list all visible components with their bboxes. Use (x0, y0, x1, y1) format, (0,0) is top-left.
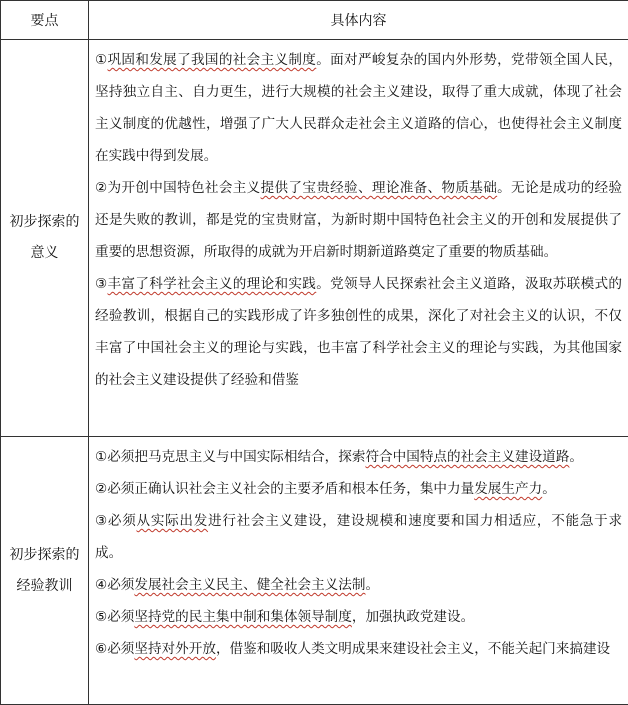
header-key: 要点 (1, 1, 89, 40)
emphasis-text: 发展社会主义民主、健全社会主义法制 (134, 577, 366, 593)
paragraph (95, 505, 622, 569)
paragraph (95, 569, 622, 601)
row-key-line: 意义 (30, 245, 59, 261)
para-number: ③ (95, 276, 108, 292)
row-key-line: 初步探索的 (9, 214, 80, 230)
para-number: ① (95, 52, 108, 68)
table-row (1, 40, 628, 437)
emphasis-text: 丰富了科学社会主义的理论和实践 (107, 276, 317, 292)
para-number: ② (95, 481, 108, 497)
paragraph (95, 473, 622, 505)
row-key (1, 40, 89, 437)
row-content (89, 437, 628, 705)
para-number: ③ (95, 513, 108, 529)
para-number: ① (95, 449, 108, 465)
paragraph (95, 172, 622, 268)
row-key-line: 经验教训 (16, 577, 73, 594)
emphasis-text: 符合中国特点的社会主义建设道路 (365, 449, 570, 465)
emphasis-text: 提供了宝贵经验、理论准备、物质基础 (260, 180, 498, 196)
body-text: 必须 (107, 577, 135, 593)
emphasis-text: 从实际出发 (136, 513, 209, 529)
table-header-row (1, 1, 628, 40)
body-text: 。党领导人民探索社会主义道路，汲取苏联模式的经验教训，根据自己的实践形成了许多独创性的成果，深化了对社会主义的认识，不仅丰富了中国社会主义的理论与实践，也丰富了科学社会主义的理论与实践，为其他国家的社会主义建设提供了经验和借鉴 (95, 276, 623, 388)
body-text: 必须 (107, 609, 135, 625)
header-content: 具体内容 (89, 1, 628, 40)
body-text: 必须 (107, 513, 137, 529)
body-text: ，加强执政党建设。 (351, 609, 475, 625)
paragraph (95, 441, 622, 473)
para-number: ② (95, 180, 108, 196)
body-text: ，借鉴和吸收人类文明成果来建设社会主义，不能关起门来搞建设 (215, 641, 611, 657)
emphasis-text: 巩固和发展了我国的社会主义制度 (107, 52, 317, 68)
para-number: ⑥ (95, 641, 108, 657)
body-text: 进行社会主义建设，建设规模和速度要和国力相适应，不能急于求成。 (95, 513, 623, 561)
table-row (1, 437, 628, 705)
para-number: ④ (95, 577, 108, 593)
body-text: 。面对严峻复杂的国内外形势，党带领全国人民，坚持独立自主、自力更生，进行大规模的社会主义建设，取得了重大成就，体现了社会主义制度的优越性，增强了广大人民群众走社会主义道路的信心，也使得社会主义制度在实践中得到发展。 (95, 52, 623, 164)
row-content (89, 40, 628, 437)
emphasis-text: 坚持党的民主集中制和集体领导制度 (134, 609, 352, 625)
body-text: 必须 (107, 641, 135, 657)
paragraph (95, 633, 622, 665)
para-number: ⑤ (95, 609, 108, 625)
paragraph (95, 44, 622, 172)
body-text: 必须正确认识社会主义社会的主要矛盾和根本任务，集中力量 (107, 481, 475, 497)
body-text: 。 (365, 577, 380, 593)
row-key (1, 437, 89, 705)
paragraph (95, 601, 622, 633)
body-text: 为开创中国特色社会主义 (107, 180, 261, 196)
emphasis-text: 发展生产力 (474, 481, 543, 497)
body-text: 。无论是成功的经验还是失败的教训，都是党的宝贵财富，为新时期中国特色社会主义的开创和发展提供了重要的思想资源，所取得的成就为开启新时期新道路奠定了重要的物质基础。 (95, 180, 623, 260)
paragraph (95, 268, 622, 396)
emphasis-text: 坚持对外开放 (134, 641, 216, 657)
row-key-line: 初步探索的 (9, 546, 80, 563)
body-text: 必须把马克思主义与中国实际相结合，探索 (107, 449, 366, 465)
body-text: 。 (542, 481, 556, 497)
body-text: 。 (569, 449, 583, 465)
